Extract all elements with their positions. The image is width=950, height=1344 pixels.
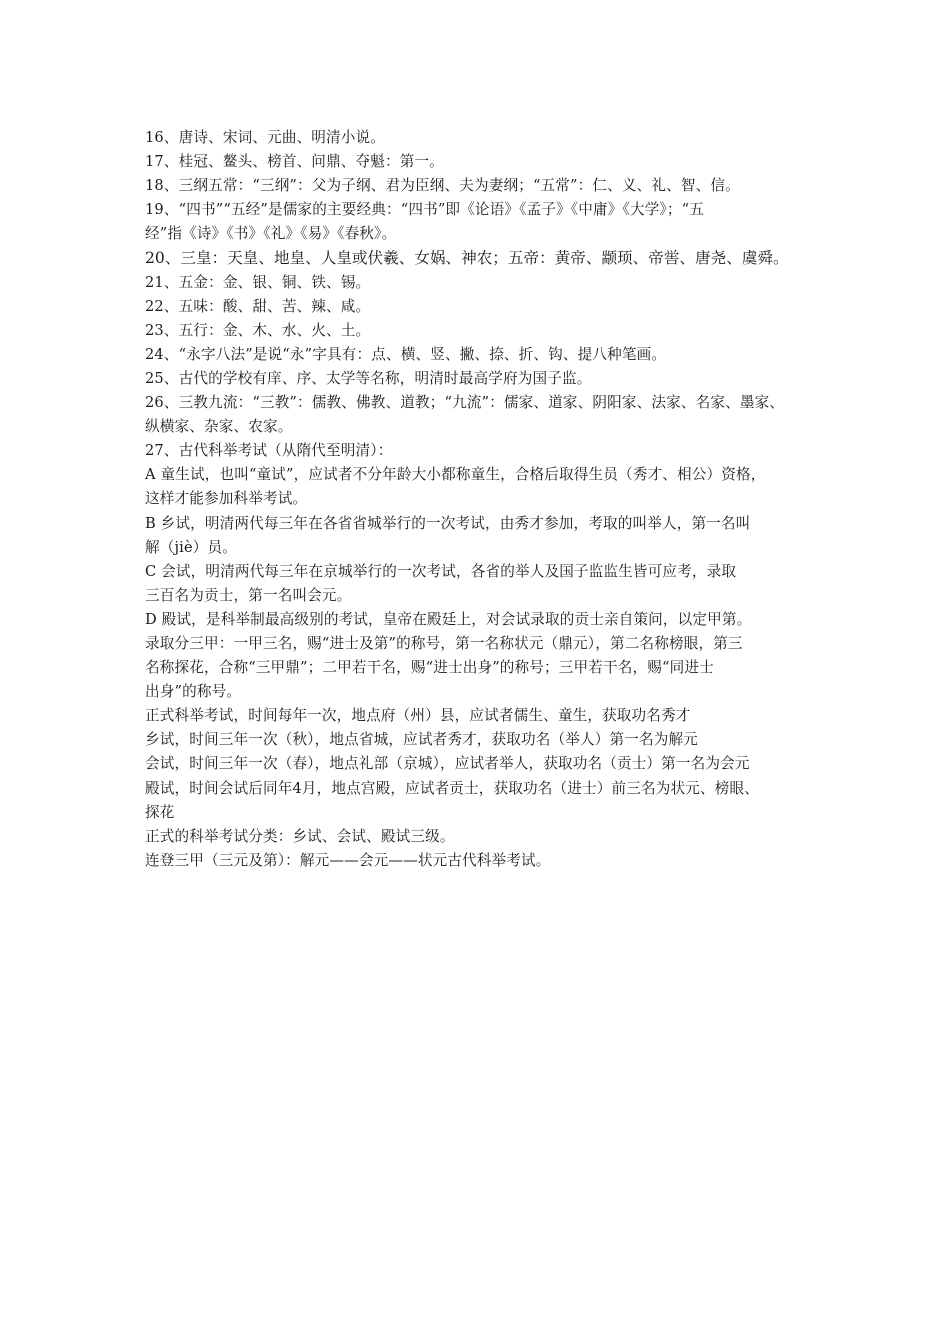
text-line-21: D 殿试，是科举制最高级别的考试，皇帝在殿廷上，对会试录取的贡士亲自策问，以定甲第。 [145,610,752,628]
text-line-20: 三百名为贡士，第一名叫会元。 [145,586,352,604]
text-line-7: 21、五金：金、银、铜、铁、锡。 [145,273,371,291]
text-line-13: 纵横家、杂家、农家。 [145,418,293,436]
text-line-24: 出身”的称号。 [145,683,242,701]
text-line-30: 正式的科举考试分类：乡试、会试、殿试三级。 [145,827,455,845]
text-line-28: 殿试，时间会试后同年4月，地点宫殿，应试者贡士，获取功名（进士）前三名为状元、榜眼、 [145,779,759,797]
text-line-6: 20、三皇：天皇、地皇、人皇或伏羲、女娲、神农；五帝：黄帝、颛顼、帝喾、唐尧、虞舜。 [145,249,789,268]
text-line-14: 27、古代科举考试（从隋代至明清）： [145,442,393,460]
text-line-2: 17、桂冠、鳌头、榜首、问鼎、夺魁：第一。 [145,153,445,171]
text-line-5: 经”指《诗》《书》《礼》《易》《春秋》。 [145,225,397,243]
text-line-1: 16、唐诗、宋词、元曲、明清小说。 [145,129,386,146]
text-line-3: 18、三纲五常：“三纲”：父为子纲、君为臣纲、夫为妻纲；“五常”：仁、义、礼、智、信。 [145,177,740,195]
text-line-15: A 童生试，也叫“童试”，应试者不分年龄大小都称童生，合格后取得生员（秀才、相公）资格， [145,466,766,484]
text-line-19: C 会试，明清两代每三年在京城举行的一次考试，各省的举人及国子监监生皆可应考，录取 [145,562,737,580]
text-line-9: 23、五行：金、木、水、火、土。 [145,321,371,339]
text-line-27: 会试，时间三年一次（春），地点礼部（京城），应试者举人，获取功名（贡士）第一名为会元 [145,755,750,773]
text-line-11: 25、古代的学校有庠、序、太学等名称，明清时最高学府为国子监。 [145,369,592,387]
text-line-12: 26、三教九流：“三教”：儒教、佛教、道教；“九流”：儒家、道家、阴阳家、法家、名家、墨家、 [145,394,785,412]
text-line-8: 22、五味：酸、甜、苦、辣、咸。 [145,297,371,315]
text-line-10: 24、“永字八法”是说“永”字具有：点、横、竖、撇、捺、折、钩、提八种笔画。 [145,345,667,363]
text-line-25: 正式科举考试，时间每年一次，地点府（州）县，应试者儒生、童生，获取功名秀才 [145,707,691,725]
text-line-26: 乡试，时间三年一次（秋），地点省城，应试者秀才，获取功名（举人）第一名为解元 [145,731,698,749]
text-line-4: 19、“四书”“五经”是儒家的主要经典：“四书”即《论语》《孟子》《中庸》《大学》；“五 [145,201,704,219]
text-line-31: 连登三甲（三元及第）：解元——会元——状元古代科举考试。 [145,851,551,869]
text-line-18: 解（jiè）员。 [145,538,237,556]
document-body [145,126,823,873]
text-line-23: 名称探花，合称“三甲鼎”；二甲若干名，赐“进士出身”的称号；三甲若干名，赐“同进士 [145,659,714,677]
text-line-16: 这样才能参加科举考试。 [145,490,308,508]
text-line-17: B 乡试，明清两代每三年在各省省城举行的一次考试，由秀才参加，考取的叫举人，第一名叫 [145,514,751,532]
text-line-22: 录取分三甲：一甲三名，赐“进士及第”的称号，第一名称状元（鼎元），第二名称榜眼，第三 [145,634,743,652]
text-line-29: 探花 [145,803,175,821]
